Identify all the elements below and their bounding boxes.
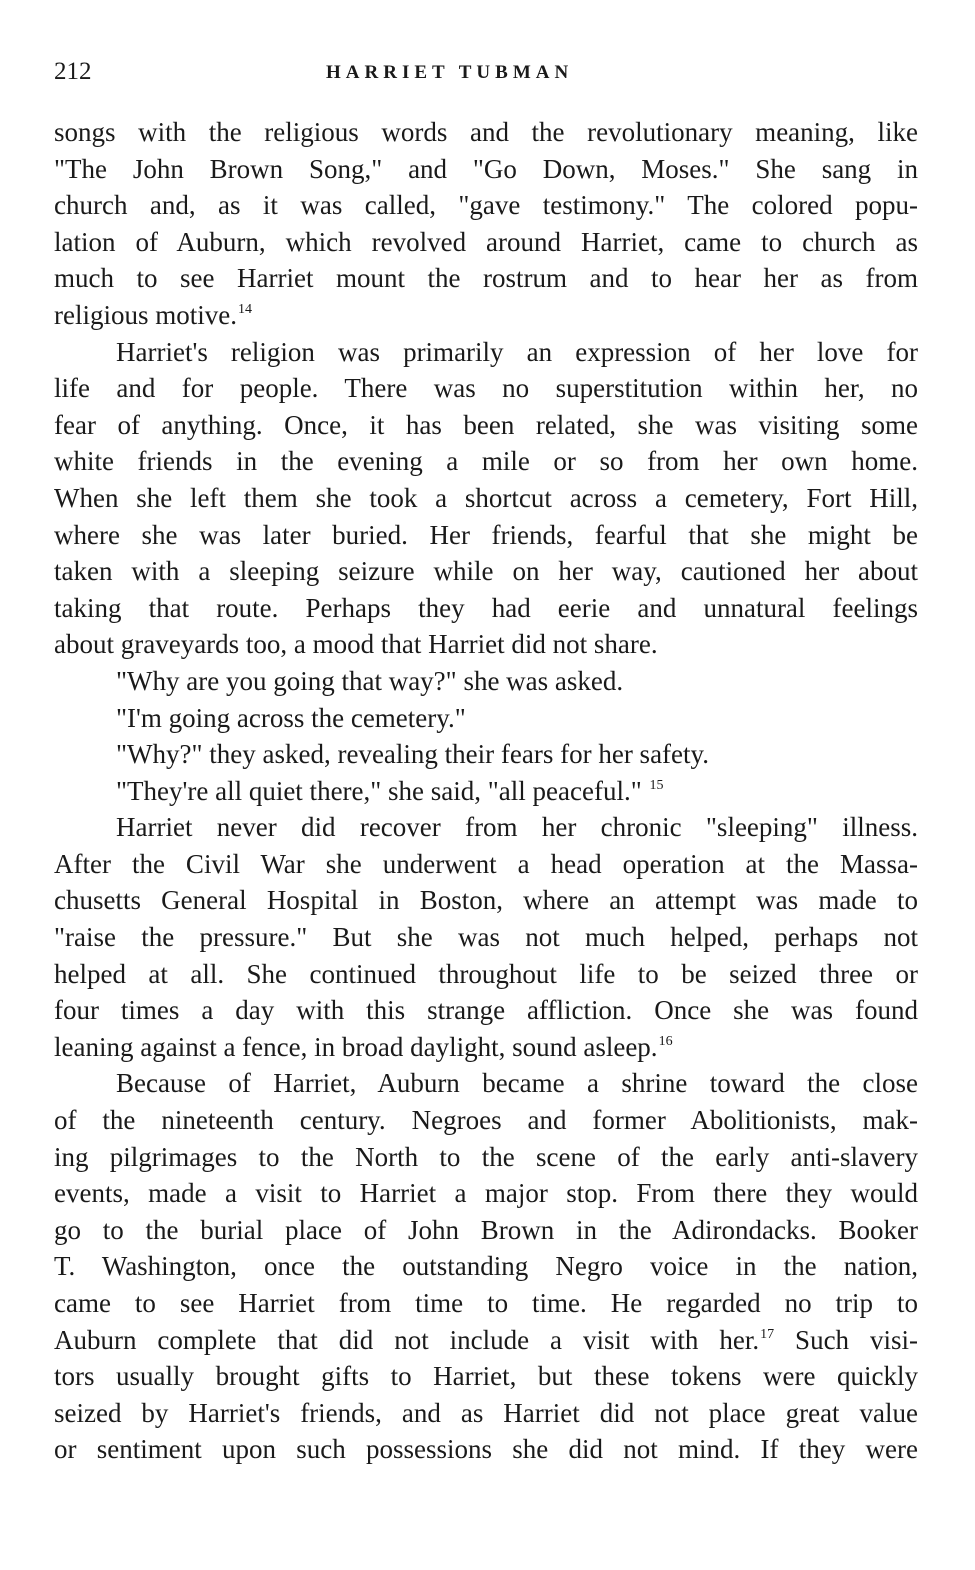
- line-text: After the Civil War she underwent a head operation at the Massa-: [54, 848, 918, 879]
- footnote-marker: 16: [658, 1033, 673, 1049]
- line-text: tors usually brought gifts to Harriet, but these tokens were quickly: [54, 1361, 918, 1392]
- text-line: [54, 1102, 918, 1139]
- line-text: helped at all. She continued throughout life to be seized three or: [54, 958, 918, 989]
- line-text: life and for people. There was no superstitution within her, no: [54, 373, 918, 404]
- text-line: [54, 1248, 918, 1285]
- line-text: taken with a sleeping seizure while on her way, cautioned her about: [54, 556, 918, 587]
- footnote-marker: 17: [760, 1326, 775, 1342]
- line-text: four times a day with this strange affliction. Once she was found: [54, 995, 918, 1026]
- line-text: or sentiment upon such possessions she did not mind. If they were: [54, 1434, 918, 1465]
- page-number: 212: [54, 58, 92, 85]
- line-text: religious motive.: [54, 299, 237, 330]
- line-text: "Why are you going that way?" she was asked.: [116, 665, 624, 696]
- body-text: [54, 114, 918, 1468]
- line-text: lation of Auburn, which revolved around Harriet, came to church as: [54, 226, 918, 257]
- line-text: "They're all quiet there," she said, "all peaceful.": [116, 775, 649, 806]
- text-line: [54, 846, 918, 883]
- line-text: events, made a visit to Harriet a major stop. From there they would: [54, 1178, 918, 1209]
- text-line: [54, 1212, 918, 1249]
- text-line: [54, 919, 918, 956]
- line-text: "raise the pressure." But she was not much helped, perhaps not: [54, 922, 918, 953]
- text-line: [54, 334, 918, 371]
- line-text: leaning against a fence, in broad daylight, sound asleep.: [54, 1031, 658, 1062]
- text-line: [54, 114, 918, 151]
- line-text: "The John Brown Song," and "Go Down, Moses." She sang in: [54, 153, 918, 184]
- text-line: [54, 809, 918, 846]
- text-line: [54, 626, 918, 663]
- text-line: [54, 517, 918, 554]
- line-text: Harriet never did recover from her chronic "sleeping" illness.: [116, 812, 918, 843]
- line-text: "I'm going across the cemetery.": [116, 702, 466, 733]
- text-line: [54, 1065, 918, 1102]
- line-text: Auburn complete that did not include a visit with her.: [54, 1324, 760, 1355]
- text-line: [54, 1029, 918, 1066]
- line-text: ing pilgrimages to the North to the scene of the early anti-slavery: [54, 1141, 918, 1172]
- text-line: [54, 956, 918, 993]
- line-text-continued: Such visi-: [774, 1324, 918, 1355]
- line-text: of the nineteenth century. Negroes and former Abolitionists, mak-: [54, 1105, 918, 1136]
- text-line: [54, 151, 918, 188]
- line-text: Because of Harriet, Auburn became a shrine toward the close: [116, 1068, 918, 1099]
- text-line: [54, 1139, 918, 1176]
- footnote-marker: 15: [649, 777, 664, 793]
- text-line: [54, 700, 918, 737]
- line-text: songs with the religious words and the revolutionary meaning, like: [54, 117, 918, 147]
- line-text: go to the burial place of John Brown in the Adirondacks. Booker: [54, 1214, 918, 1245]
- text-line: [54, 1285, 918, 1322]
- text-line: [54, 590, 918, 627]
- line-text: where she was later buried. Her friends, fearful that she might be: [54, 519, 918, 550]
- text-line: [54, 1358, 918, 1395]
- text-line: [54, 663, 918, 700]
- text-line: [54, 224, 918, 261]
- footnote-marker: 14: [237, 301, 252, 317]
- text-line: [54, 187, 918, 224]
- text-line: [54, 1175, 918, 1212]
- line-text: about graveyards too, a mood that Harriet did not share.: [54, 629, 658, 660]
- text-line: [54, 1431, 918, 1468]
- text-line: [54, 260, 918, 297]
- line-text: T. Washington, once the outstanding Negro voice in the nation,: [54, 1251, 918, 1282]
- text-line: [54, 480, 918, 517]
- text-line: [54, 370, 918, 407]
- text-line: [54, 443, 918, 480]
- text-line: [54, 1395, 918, 1432]
- line-text: taking that route. Perhaps they had eerie and unnatural feelings: [54, 592, 918, 623]
- line-text: came to see Harriet from time to time. He regarded no trip to: [54, 1288, 918, 1318]
- text-line: [54, 297, 918, 334]
- line-text: seized by Harriet's friends, and as Harriet did not place great value: [54, 1397, 918, 1428]
- text-line: [54, 1322, 918, 1359]
- text-line: [54, 773, 918, 810]
- text-line: [54, 882, 918, 919]
- text-line: [54, 736, 918, 773]
- line-text: fear of anything. Once, it has been related, she was visiting some: [54, 409, 918, 440]
- line-text: "Why?" they asked, revealing their fears for her safety.: [116, 739, 710, 770]
- text-line: [54, 553, 918, 590]
- running-title: HARRIET TUBMAN: [326, 62, 574, 83]
- line-text: Harriet's religion was primarily an expression of her love for: [116, 336, 918, 367]
- running-head: [54, 57, 918, 87]
- line-text: church and, as it was called, "gave testimony." The colored popu-: [54, 190, 918, 221]
- line-text: chusetts General Hospital in Boston, where an attempt was made to: [54, 885, 918, 916]
- line-text: much to see Harriet mount the rostrum and to hear her as from: [54, 263, 918, 294]
- line-text: white friends in the evening a mile or so from her own home.: [54, 446, 918, 477]
- line-text: When she left them she took a shortcut across a cemetery, Fort Hill,: [54, 482, 918, 513]
- text-line: [54, 992, 918, 1029]
- text-line: [54, 407, 918, 444]
